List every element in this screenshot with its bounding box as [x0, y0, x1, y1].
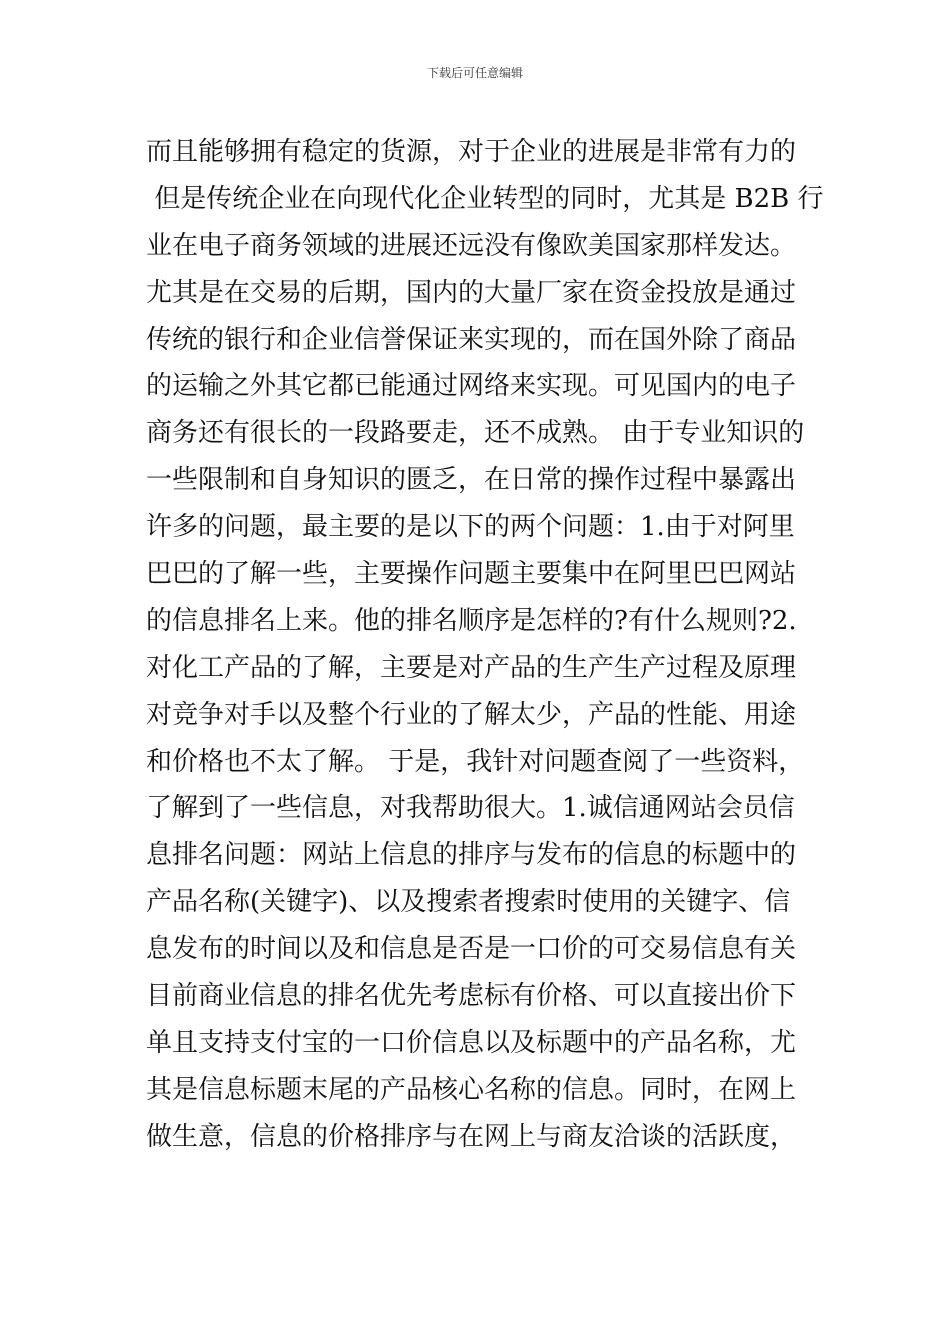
- text-line: 了解到了一些信息，对我帮助很大。1.诚信通网站会员信: [146, 793, 795, 824]
- body-text: [146, 129, 826, 1161]
- text-line: 的信息排名上来。他的排名顺序是怎样的?有什么规则?2.: [146, 605, 797, 636]
- text-line: 巴巴的了解一些，主要操作问题主要集中在阿里巴巴网站: [146, 559, 797, 590]
- text-line: 对竞争对手以及整个行业的了解太少，产品的性能、用途: [146, 699, 797, 730]
- text-line: 但是传统企业在向现代化企业转型的同时，尤其是 B2B 行: [146, 183, 824, 214]
- text-line: 息发布的时间以及和信息是否是一口价的可交易信息有关: [146, 934, 797, 965]
- text-line: 业在电子商务领域的进展还远没有像欧美国家那样发达。: [146, 230, 797, 261]
- text-line: 一些限制和自身知识的匮乏，在日常的操作过程中暴露出: [146, 465, 797, 496]
- text-line: 许多的问题，最主要的是以下的两个问题：1.由于对阿里: [146, 512, 795, 543]
- page-header: 下载后可任意编辑: [426, 66, 523, 80]
- text-line: 商务还有很长的一段路要走，还不成熟。 由于专业知识的: [146, 418, 805, 449]
- text-line: 而且能够拥有稳定的货源，对于企业的进展是非常有力的: [146, 137, 797, 167]
- text-line: 产品名称(关键字)、以及搜索者搜索时使用的关键字、信: [146, 887, 791, 918]
- text-line: 对化工产品的了解，主要是对产品的生产生产过程及原理: [146, 652, 797, 683]
- text-line: 和价格也不太了解。 于是，我针对问题查阅了一些资料，: [146, 746, 805, 777]
- text-line: 的运输之外其它都已能通过网络来实现。可见国内的电子: [146, 371, 797, 402]
- text-line: 传统的银行和企业信誉保证来实现的，而在国外除了商品: [146, 324, 797, 355]
- text-line: 单且支持支付宝的一口价信息以及标题中的产品名称，尤: [146, 1027, 797, 1058]
- text-line: 尤其是在交易的后期，国内的大量厂家在资金投放是通过: [146, 277, 797, 308]
- text-line: 做生意，信息的价格排序与在网上与商友洽谈的活跃度，: [146, 1121, 797, 1152]
- text-line: 息排名问题：网站上信息的排序与发布的信息的标题中的: [146, 840, 797, 871]
- text-line: 其是信息标题末尾的产品核心名称的信息。同时，在网上: [146, 1074, 797, 1105]
- text-line: 目前商业信息的排名优先考虑标有价格、可以直接出价下: [146, 981, 797, 1012]
